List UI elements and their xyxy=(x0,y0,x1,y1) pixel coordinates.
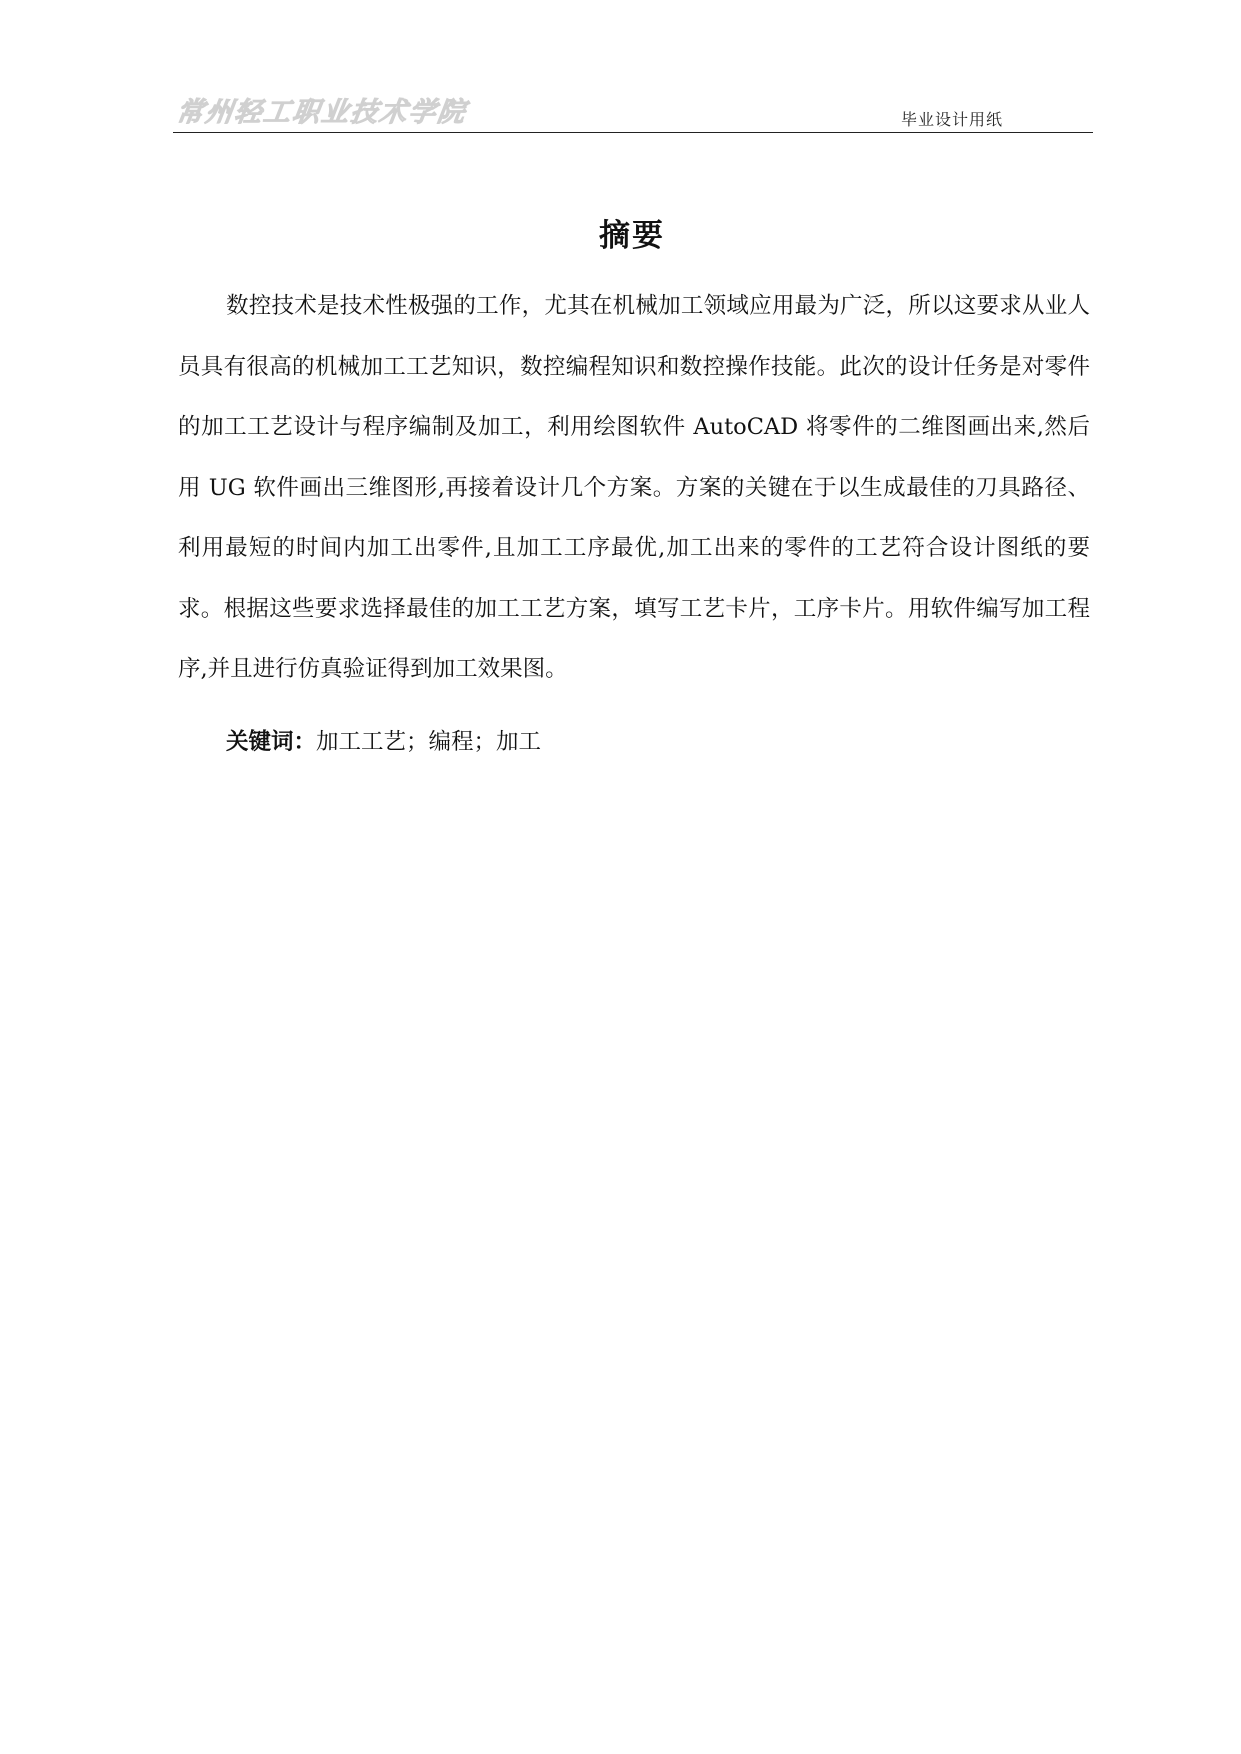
keywords-label: 关键词： xyxy=(226,729,317,755)
paper-type-label: 毕业设计用纸 xyxy=(900,110,1003,129)
page-title: 摘要 xyxy=(599,218,665,254)
school-logo-watermark: 常州轻工职业技术学院 xyxy=(174,97,469,128)
page-header xyxy=(173,88,1093,133)
keywords-value: 加工工艺；编程；加工 xyxy=(316,729,542,755)
abstract-paragraph: 数控技术是技术性极强的工作，尤其在机械加工领域应用最为广泛，所以这要求从业人员具有很高的机械加工工艺知识，数控编程知识和数控操作技能。此次的设计任务是对零件的加工工艺设计与程序编制及加工，利用绘图软件 AutoCAD 将零件的二维图画出来,然后用 UG 软件画出三维图形,再接着设计几个方案。方案的关键在于以生成最佳的刀具路径、利用最短的时间内加工出零件,且加工工序最优,加工出来的零件的工艺符合设计图纸的要求。根据这些要求选择最佳的加工工艺方案，填写工艺卡片，工序卡片。用软件编写加工程序,并且进行仿真验证得到加工效果图。 xyxy=(178,293,1090,682)
keywords-line xyxy=(226,724,541,756)
